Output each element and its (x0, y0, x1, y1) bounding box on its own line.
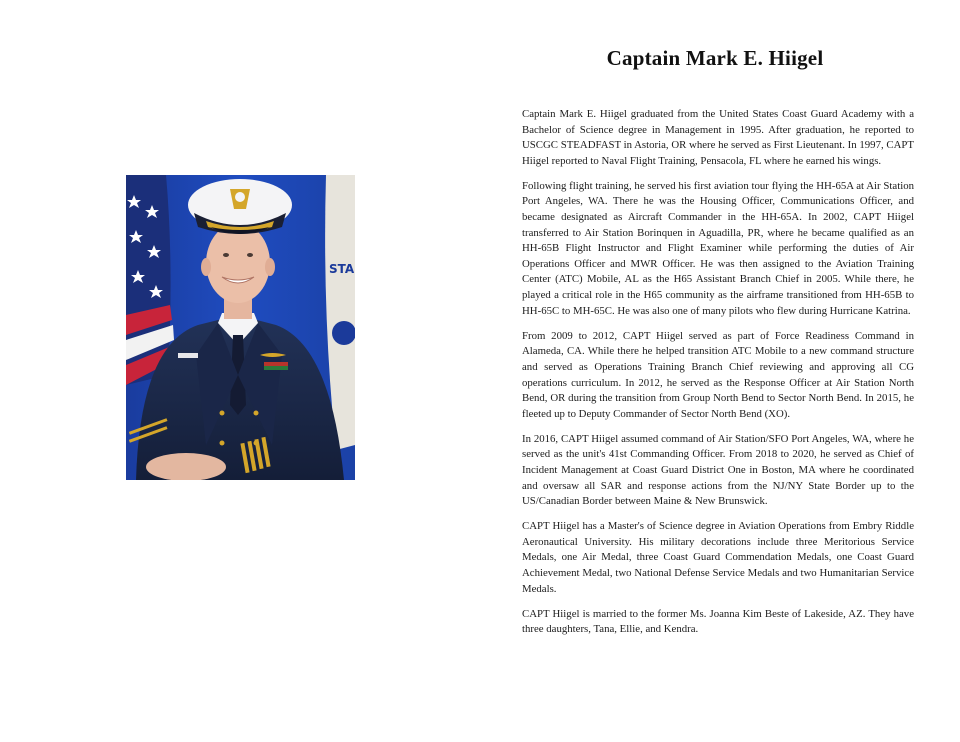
official-portrait-photo (126, 175, 355, 480)
biography-text (522, 107, 914, 647)
bio-paragraph-family: CAPT Hiigel is married to the former Ms. Joanna Kim Beste of Lakeside, AZ. They have three daughters, Tana, Ellie, and Kendra. (522, 607, 914, 636)
portrait-illustration (126, 175, 355, 480)
bio-paragraph-early-career: Following flight training, he served his first aviation tour flying the HH-65A at Air Station Port Angeles, WA. There he was the Housing Officer, Communications Officer, and became designated as Aircraft Commander in the HH-65A. In 2002, CAPT Hiigel transferred to Air Station Borinquen in Aguadilla, PR, where he became qualified as an HH-65B Flight Instructor and Flight Examiner while performing the duties of Air Operations Officer and MWR Officer. He was then assigned to the Aviation Training Center (ATC) Mobile, AL as the H65 Assistant Branch Chief in 2005. While there, he played a critical role in the H65 community as the airframe transitioned from HH-65B to HH-65C to MH-65C. He was also one of many pilots who flew during Hurricane Katrina. (522, 179, 914, 317)
bio-paragraph-education: Captain Mark E. Hiigel graduated from the United States Coast Guard Academy with a Bachelor of Science degree in Management in 1995. After graduation, he reported to USCGC STEADFAST in Astoria, OR where he served as First Lieutenant. In 1997, CAPT Hiigel reported to Naval Flight Training, Pensacola, FL where he earned his wings. (522, 108, 914, 167)
bio-paragraph-force-readiness: From 2009 to 2012, CAPT Hiigel served as part of Force Readiness Command in Alameda, CA. While there he helped transition ATC Mobile to a new command structure and served as Operations Training Branch Chief reviewing and approving all CG operations curriculum. In 2012, he served as the Response Officer at Air Station North Bend, OR during the transition from Group North Bend to Sector North Bend. In 2015, he fleeted up to Deputy Commander of Sector North Bend (XO). (522, 329, 914, 420)
bio-paragraph-degrees-awards: CAPT Hiigel has a Master's of Science degree in Aviation Operations from Embry Riddle Aeronautical University. His military decorations include three Meritorious Service Medals, one Air Medal, three Coast Guard Commendation Medals, one Coast Guard Achievement Medal, two National Defense Service Medals and two Humanitarian Service Medals. (522, 520, 914, 595)
officer-cap-icon (188, 179, 292, 234)
page-title: Captain Mark E. Hiigel (606, 46, 824, 70)
svg-text:STA: STA (329, 262, 355, 276)
bio-paragraph-command: In 2016, CAPT Hiigel assumed command of Air Station/SFO Port Angeles, WA, where he served as the unit's 41st Commanding Officer. From 2018 to 2020, he served as Chief of Incident Management at Coast Guard District One in Boston, MA where he coordinated and oversaw all SAR and response actions from the NJ/NY State Border up to the US/Canadian Border between Maine & New Brunswick. (522, 432, 914, 508)
